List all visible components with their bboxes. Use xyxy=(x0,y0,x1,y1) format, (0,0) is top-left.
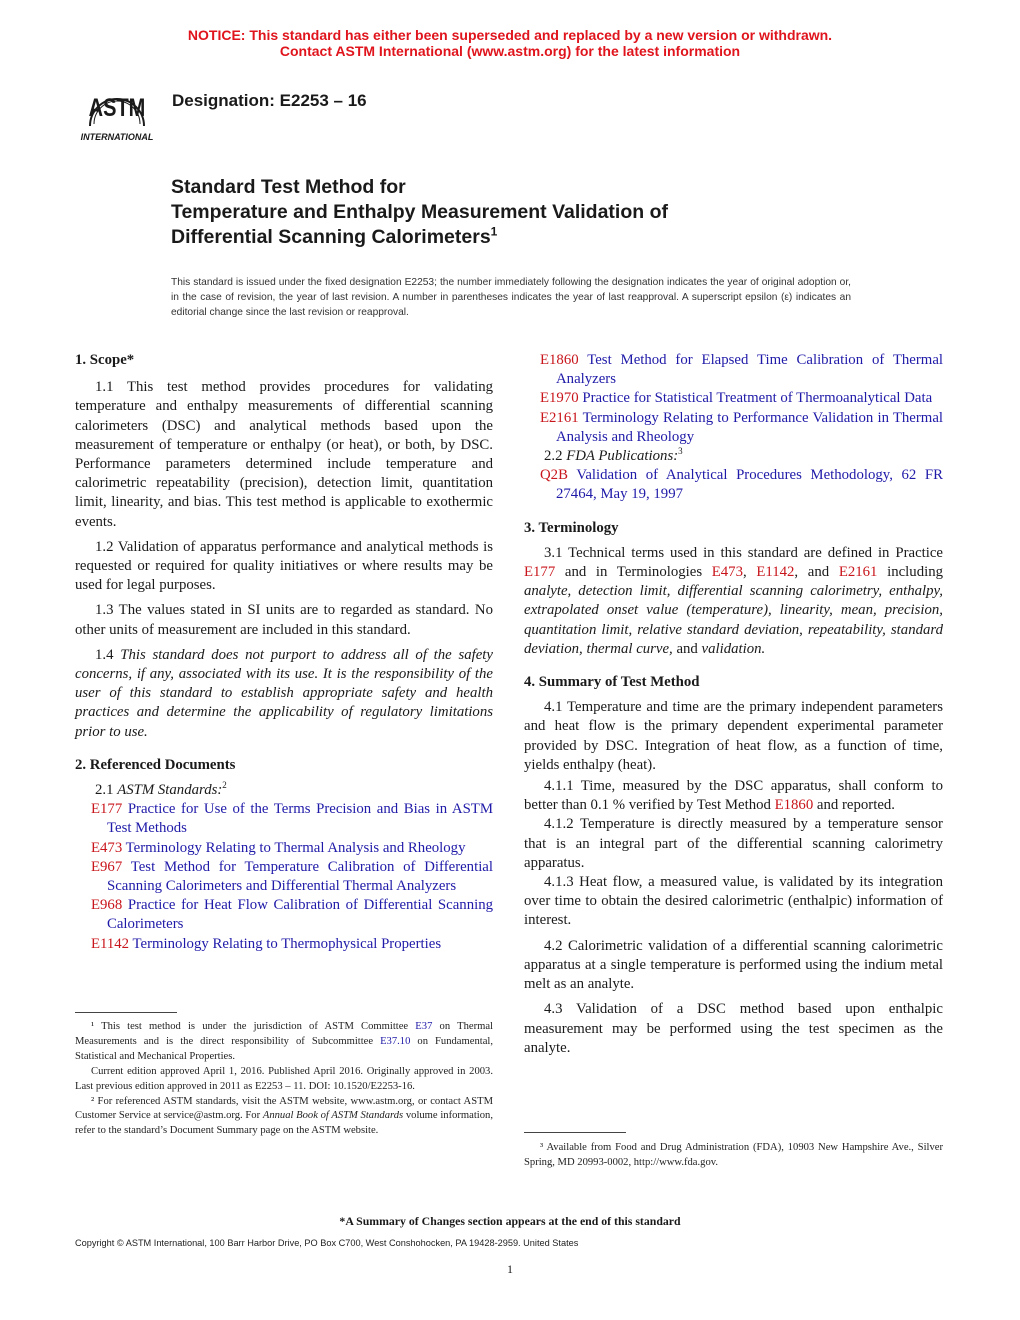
para-1-4-text: This standard does not purport to address all of the safety concerns, if any, associated with its use. It is the responsibility of the user of this standard to establish appropriate safety and health practices and determine the applicability of regulatory limitations prior to use. xyxy=(75,646,493,740)
para-1-3: 1.3 The values stated in SI units are to regarded as standard. No other units of measurement are included in this standard. xyxy=(75,602,493,638)
reference-item xyxy=(75,935,493,954)
left-footnotes xyxy=(75,1020,493,1139)
fda-reference-item xyxy=(524,466,943,504)
reference-item xyxy=(75,839,493,858)
astm-logo-icon xyxy=(72,76,162,144)
reference-code[interactable]: E1860 xyxy=(540,352,579,368)
footnote-1-text-b: on Thermal Measurements and is the direct responsibility of Subcommittee xyxy=(75,1021,493,1047)
document-title xyxy=(171,175,871,250)
reference-code[interactable]: E2161 xyxy=(540,409,579,426)
reference-item xyxy=(75,896,493,934)
footnote-3: ³ Available from Food and Drug Administration (FDA), 10903 New Hampshire Ave., Silver Spring, MD 20993-0002, http://www.fda.gov. xyxy=(524,1142,943,1168)
copyright-line: Copyright © ASTM International, 100 Barr Harbor Drive, PO Box C700, West Conshohocken, PA 19428-2959. United States xyxy=(75,1238,579,1248)
para-4-3: 4.3 Validation of a DSC method based upon enthalpic measurement may be performed using the test specimen as the analyte. xyxy=(524,1001,943,1056)
committee-link[interactable]: E37 xyxy=(415,1021,433,1032)
reference-code[interactable]: E1970 xyxy=(540,390,579,407)
footnote-1-text-c: on Fundamental, Statistical and Mechanical Properties. xyxy=(75,1035,493,1062)
para-3-1 xyxy=(524,544,943,659)
title-line-3: Differential Scanning Calorimeters xyxy=(171,226,491,248)
reference-title[interactable]: Practice for Heat Flow Calibration of Differential Scanning Calorimeters xyxy=(107,897,493,933)
footnote-divider xyxy=(75,1012,177,1013)
withdrawn-notice xyxy=(0,27,1020,59)
reference-title[interactable]: Validation of Analytical Procedures Methodology, 62 FR 27464, May 19, 1997 xyxy=(556,467,944,503)
reference-title[interactable]: Terminology Relating to Thermal Analysis and Rheology xyxy=(125,839,466,856)
para-1-2: 1.2 Validation of apparatus performance and analytical methods is requested or required for quality initiatives or where results may be used for legal purposes. xyxy=(75,538,493,594)
para-4-1-2: 4.1.2 Temperature is directly measured by a temperature sensor that is an integral part of the differential scanning calorimetry apparatus. xyxy=(524,816,943,871)
reference-item xyxy=(524,389,943,408)
para-3-1-last-term: validation. xyxy=(701,640,766,657)
title-footnote-mark: 1 xyxy=(490,224,498,239)
para-2-1-text: ASTM Standards: xyxy=(117,782,223,799)
left-column xyxy=(75,351,493,954)
e473-link[interactable]: E473 xyxy=(711,564,743,581)
para-2-2-number: 2.2 xyxy=(544,448,567,465)
section-4-heading: 4. Summary of Test Method xyxy=(524,674,700,691)
footnote-1-edition: Current edition approved April 1, 2016. Published April 2016. Originally approved in 2003. Last previous edition approved in 2011 as E2253 – 11. DOI: 10.1520/E2253-16. xyxy=(75,1065,493,1092)
reference-item xyxy=(75,800,493,838)
para-2-1-footnote-mark: 2 xyxy=(222,780,227,791)
para-4-1-3: 4.1.3 Heat flow, a measured value, is validated by its integration over time to obtain the desired calorimetric (enthalpic) information of interest. xyxy=(524,874,943,929)
footnote-2-text-a: ² For referenced ASTM standards, visit the ASTM website, www.astm.org, or contact ASTM Customer Service at service@astm.org. For xyxy=(75,1095,493,1122)
title-line-2: Temperature and Enthalpy Measurement Validation of xyxy=(171,201,668,223)
e177-link[interactable]: E177 xyxy=(524,564,556,581)
para-4-1-1-text-a: 4.1.1 Time, measured by the DSC apparatus, shall conform to better than 0.1 % verified by Test Method xyxy=(524,778,943,814)
para-3-1-text-c: , xyxy=(742,564,757,581)
reference-code[interactable]: E968 xyxy=(91,897,123,914)
reference-code[interactable]: E473 xyxy=(91,839,123,856)
logo-mark: ASTM xyxy=(88,93,146,122)
subcommittee-link[interactable]: E37.10 xyxy=(380,1035,411,1047)
para-3-1-terms: analyte, detection limit, differential scanning calorimetry, enthalpy, extrapolated onset value (temperature), linearity, mean, precision, quantitation limit, relative standard deviation, repeatability, standard deviation, thermal curve, xyxy=(524,583,943,657)
section-1-heading: 1. Scope* xyxy=(75,352,135,368)
reference-title[interactable]: Practice for Use of the Terms Precision and Bias in ASTM Test Methods xyxy=(107,801,494,837)
reference-code[interactable]: E177 xyxy=(91,801,123,818)
para-3-1-text-e: including xyxy=(877,564,944,581)
right-column xyxy=(524,351,943,1058)
para-2-1 xyxy=(75,781,493,800)
reference-title[interactable]: Terminology Relating to Thermophysical Properties xyxy=(132,935,442,952)
para-1-4 xyxy=(75,646,493,742)
reference-code[interactable]: E967 xyxy=(91,858,123,875)
reference-title[interactable]: Practice for Statistical Treatment of Thermoanalytical Data xyxy=(582,390,933,407)
para-3-1-text-d: , and xyxy=(794,564,839,581)
para-4-1-1 xyxy=(524,777,943,815)
footnote-2 xyxy=(75,1095,493,1140)
logo-caption: INTERNATIONAL xyxy=(80,132,154,142)
reference-title[interactable]: Test Method for Temperature Calibration of Differential Scanning Calorimeters and Differential Thermal Analyzers xyxy=(107,858,493,895)
issuance-note: This standard is issued under the fixed designation E2253; the number immediately following the designation indicates the year of original adoption or, in the case of revision, the year of last revision. A number in parentheses indicates the year of last reapproval. A superscript epsilon (ε) indicates an editorial change since the last revision or reapproval. xyxy=(171,277,851,318)
footnote-1 xyxy=(75,1020,493,1065)
e1142-link[interactable]: E1142 xyxy=(756,564,795,581)
para-2-2 xyxy=(524,447,943,466)
para-4-1: 4.1 Temperature and time are the primary independent parameters and heat flow is the primary dependent experimental parameter provided by DSC. Integration of heat flow, as a function of time, yields enthalpy (heat). xyxy=(524,699,943,773)
footnote-2-italic: Annual Book of ASTM Standards xyxy=(262,1110,404,1122)
reference-title[interactable]: Terminology Relating to Performance Validation in Thermal Analysis and Rheology xyxy=(556,409,943,445)
section-3-heading: 3. Terminology xyxy=(524,519,619,536)
reference-item xyxy=(75,858,493,896)
e2161-link[interactable]: E2161 xyxy=(838,564,878,581)
para-3-1-text-b: and in Terminologies xyxy=(555,564,712,581)
para-3-1-text-a: 3.1 Technical terms used in this standard are defined in Practice xyxy=(544,544,943,561)
footnote-2-text-b: volume information, refer to the standard’s Document Summary page on the ASTM website. xyxy=(75,1110,493,1137)
e1860-link[interactable]: E1860 xyxy=(774,797,814,814)
para-2-2-text: FDA Publications: xyxy=(566,448,679,465)
reference-code[interactable]: E1142 xyxy=(91,935,130,952)
para-2-1-number: 2.1 xyxy=(95,782,118,799)
page-number: 1 xyxy=(507,1262,513,1276)
footnote-divider xyxy=(524,1132,626,1133)
notice-line-1: NOTICE: This standard has either been superseded and replaced by a new version or withdrawn. xyxy=(187,27,833,43)
footnote-1-text-a: ¹ This test method is under the jurisdiction of ASTM Committee xyxy=(91,1021,416,1032)
reference-item xyxy=(524,409,943,447)
notice-line-2: Contact ASTM International (www.astm.org) for the latest information xyxy=(279,43,741,59)
para-4-1-1-text-b: and reported. xyxy=(813,797,895,814)
right-footnotes xyxy=(524,1141,943,1171)
title-line-1: Standard Test Method for xyxy=(171,176,406,198)
para-1-1: 1.1 This test method provides procedures for validating temperature and enthalpy measurements of differential scanning calorimeters (DSC) and analytical methods based upon the measurement of temperature or enthalpy (or heat), or both, by DSC. Performance parameters determined include temperature and calorimetric repeatability (precision), detection limit, quantitation limit, linearity, and bias. This test method is applicable to exothermic events. xyxy=(75,379,493,530)
section-2-heading: 2. Referenced Documents xyxy=(75,756,236,773)
astm-logo xyxy=(72,76,162,144)
para-3-1-and: and xyxy=(672,640,702,657)
designation: Designation: E2253 – 16 xyxy=(172,91,367,110)
reference-code[interactable]: Q2B xyxy=(540,467,568,484)
summary-of-changes-note: *A Summary of Changes section appears at the end of this standard xyxy=(339,1214,681,1228)
para-1-4-number: 1.4 xyxy=(95,646,121,663)
reference-title[interactable]: Test Method for Elapsed Time Calibration of Thermal Analyzers xyxy=(556,352,943,388)
para-4-2: 4.2 Calorimetric validation of a differential scanning calorimetric apparatus at a single temperature is performed using the indium metal melt as an analyte. xyxy=(524,937,943,993)
para-2-2-footnote-mark: 3 xyxy=(678,446,683,457)
reference-item xyxy=(524,351,943,389)
